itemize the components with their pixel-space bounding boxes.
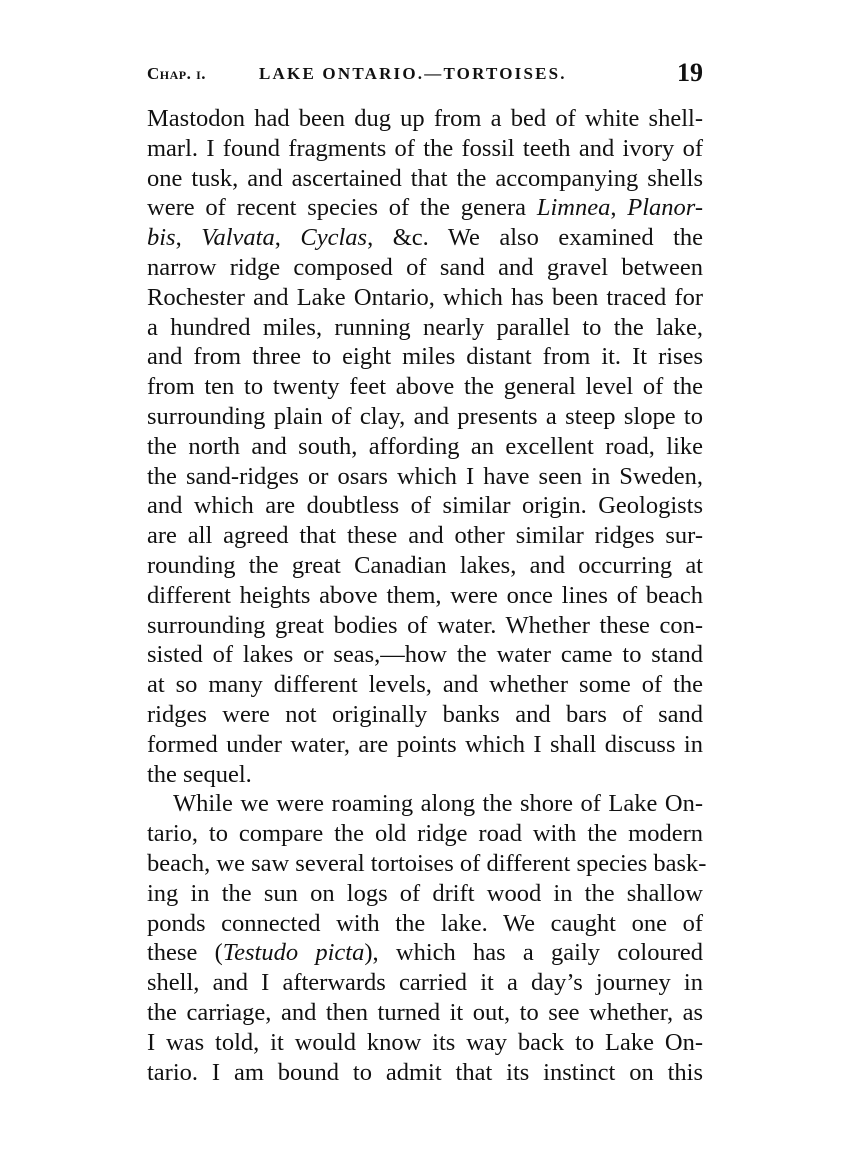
body-text — [147, 104, 707, 1087]
text-line: the north and south, affording an excellent road, like — [147, 432, 703, 460]
text-line: tario, to compare the old ridge road with the modern — [147, 820, 703, 848]
text-run: , — [274, 224, 301, 252]
text-line — [147, 193, 703, 223]
chapter-label: Chap. i. — [147, 64, 207, 83]
text-run: ), which has a gaily coloured — [364, 939, 703, 967]
text-line: beach, we saw several tortoises of different species bask- — [147, 849, 707, 877]
species-name: Testudo picta — [222, 939, 365, 967]
genus-name: Cyclas — [300, 224, 368, 252]
text-line: and which are doubtless of similar origin. Geologists — [147, 492, 703, 520]
text-line: surrounding great bodies of water. Whether these con- — [147, 611, 703, 639]
text-line: marl. I found fragments of the fossil teeth and ivory of — [147, 134, 703, 162]
text-line: narrow ridge composed of sand and gravel between — [147, 253, 703, 281]
text-line: ponds connected with the lake. We caught one of — [147, 909, 703, 937]
genus-name: bis — [147, 224, 176, 252]
text-line: and from three to eight miles distant from it. It rises — [147, 343, 703, 371]
text-line: ing in the sun on logs of drift wood in the shallow — [147, 879, 703, 907]
text-line: a hundred miles, running nearly parallel to the lake, — [147, 313, 703, 341]
text-line — [147, 938, 703, 968]
text-line: one tusk, and ascertained that the accompanying shells — [147, 164, 703, 192]
text-run: , &c. We also examined the — [367, 224, 704, 252]
text-run: , — [610, 194, 628, 222]
text-line: the sand-ridges or osars which I have seen in Sweden, — [147, 462, 703, 490]
running-head — [147, 58, 703, 88]
paragraph-first-line: While we were roaming along the shore of Lake On- — [173, 790, 703, 818]
text-line: the sequel. — [147, 760, 252, 788]
text-line: ridges were not originally banks and bars of sand — [147, 700, 703, 728]
text-line: rounding the great Canadian lakes, and occurring at — [147, 551, 703, 579]
text-line: at so many different levels, and whether some of the — [147, 671, 703, 699]
genus-name: Valvata — [201, 224, 275, 252]
text-line: are all agreed that these and other similar ridges sur- — [147, 522, 703, 550]
text-line: from ten to twenty feet above the general level of the — [147, 373, 703, 401]
text-line: sisted of lakes or seas,—how the water came to stand — [147, 641, 703, 669]
text-line: the carriage, and then turned it out, to see whether, as — [147, 998, 703, 1026]
text-line: tario. I am bound to admit that its instinct on this — [147, 1058, 703, 1086]
page-number: 19 — [677, 58, 703, 87]
genus-name: Planor- — [627, 194, 704, 222]
text-line: different heights above them, were once lines of beach — [147, 581, 703, 609]
text-run: these ( — [147, 939, 223, 967]
text-line — [147, 223, 703, 253]
text-line: shell, and I afterwards carried it a day’s journey in — [147, 969, 703, 997]
text-run: were of recent species of the genera — [147, 194, 537, 222]
text-run: , — [175, 224, 202, 252]
text-line: I was told, it would know its way back to Lake On- — [147, 1028, 703, 1056]
running-title: LAKE ONTARIO.—TORTOISES. — [259, 64, 567, 83]
genus-name: Limnea — [536, 194, 611, 222]
text-line: formed under water, are points which I shall discuss in — [147, 730, 703, 758]
text-line: Mastodon had been dug up from a bed of white shell- — [147, 105, 703, 132]
text-line: Rochester and Lake Ontario, which has been traced for — [147, 283, 703, 311]
text-line: surrounding plain of clay, and presents a steep slope to — [147, 402, 703, 430]
